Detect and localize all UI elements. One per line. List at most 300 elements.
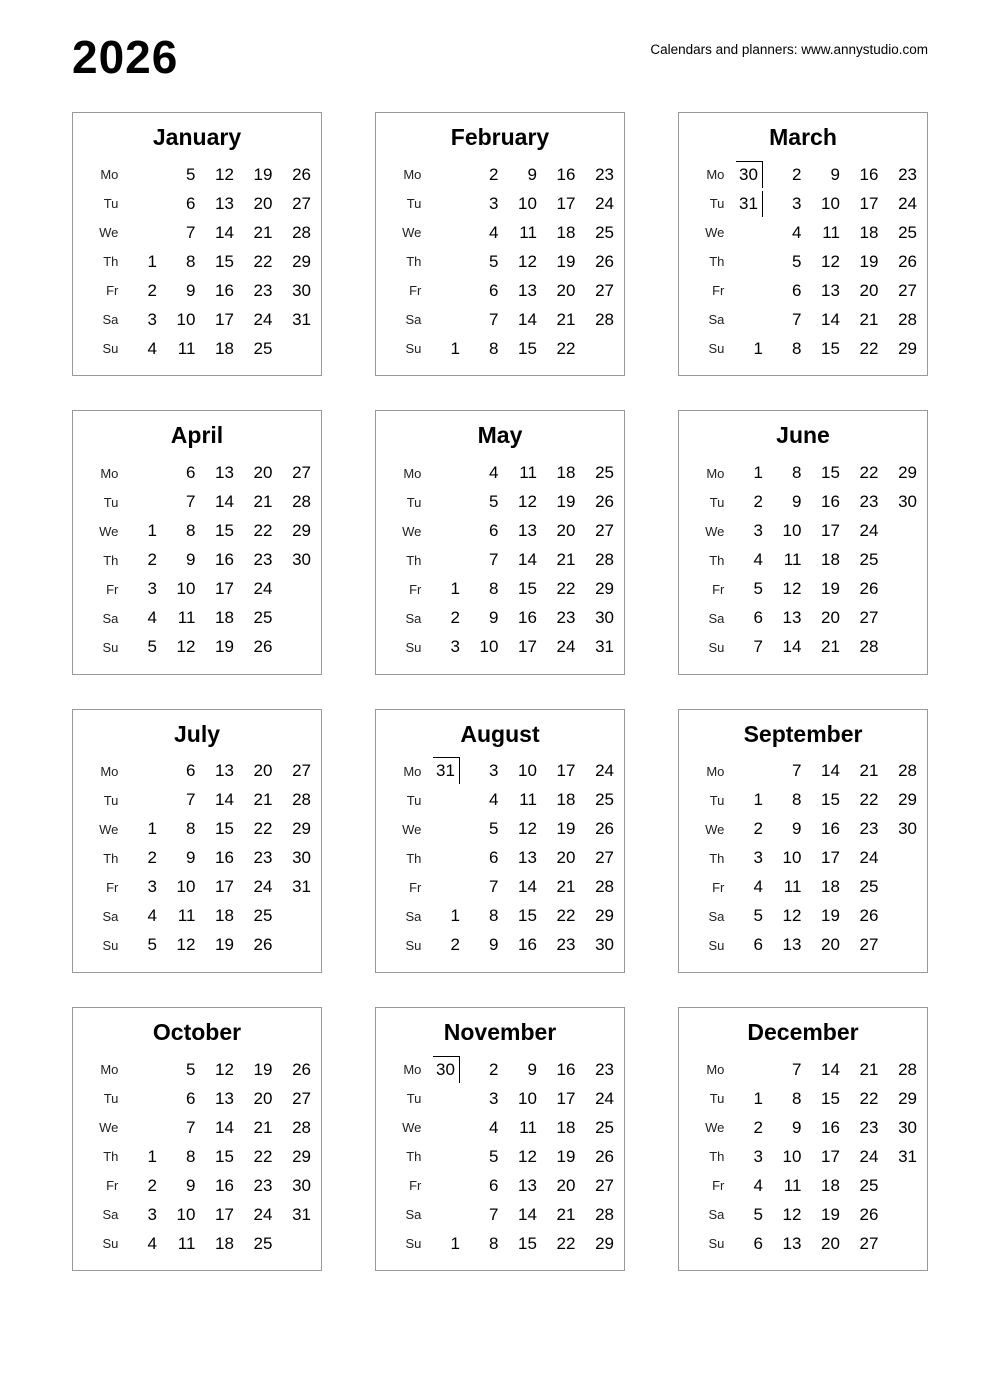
day-cell: 20 xyxy=(556,1175,576,1195)
day-cell: 27 xyxy=(859,935,879,955)
day-cell: 4 xyxy=(488,222,499,242)
day-cell: 14 xyxy=(215,1117,234,1137)
day-cell: 4 xyxy=(753,877,763,897)
day-cell: 29 xyxy=(898,463,917,483)
day-cell: 13 xyxy=(782,935,802,955)
day-cell: 15 xyxy=(518,338,537,358)
weekday-row xyxy=(386,1055,614,1084)
weekday-row xyxy=(83,488,311,517)
weekday-row xyxy=(689,1113,917,1142)
day-cell: 19 xyxy=(556,819,576,839)
day-cell: 23 xyxy=(859,819,879,839)
day-cell: 12 xyxy=(782,579,802,599)
month-card xyxy=(678,709,928,973)
day-cell: 20 xyxy=(253,761,273,781)
month-name: July xyxy=(173,720,221,747)
day-cell-empty xyxy=(724,757,763,786)
weekday-row xyxy=(689,546,917,575)
day-cell: 30 xyxy=(595,935,614,955)
day-cell: 2 xyxy=(450,935,460,955)
day-cell: 6 xyxy=(753,608,763,628)
day-cell: 26 xyxy=(898,251,917,271)
day-cell-empty xyxy=(724,305,763,334)
day-cell: 27 xyxy=(595,521,614,541)
day-cell: 22 xyxy=(556,906,576,926)
day-cell: 22 xyxy=(253,1146,273,1166)
day-cell: 3 xyxy=(488,193,499,213)
day-cell: 20 xyxy=(821,608,840,628)
day-cell: 23 xyxy=(595,1059,614,1079)
weekday-label: Th xyxy=(406,1149,422,1165)
day-cell: 19 xyxy=(821,906,840,926)
day-cell: 16 xyxy=(215,550,234,570)
weekday-label: Mo xyxy=(403,465,422,481)
day-cell: 20 xyxy=(859,280,879,300)
day-cell xyxy=(421,757,460,786)
day-cell: 5 xyxy=(791,251,802,271)
day-cell: 28 xyxy=(292,492,311,512)
day-cell: 26 xyxy=(595,251,614,271)
day-cell: 11 xyxy=(783,877,802,897)
day-cell: 24 xyxy=(556,637,576,657)
day-cell-empty xyxy=(878,546,917,575)
weekday-label: Fr xyxy=(712,879,725,895)
day-cell: 17 xyxy=(556,761,576,781)
day-cell: 13 xyxy=(518,848,537,868)
day-cell: 16 xyxy=(859,164,879,184)
day-cell-empty xyxy=(118,218,157,247)
weekday-row xyxy=(386,1200,614,1229)
weekday-row xyxy=(83,276,311,305)
weekday-label: We xyxy=(99,225,119,241)
day-cell: 9 xyxy=(185,550,196,570)
weekday-label: Tu xyxy=(103,494,119,510)
month-days-table xyxy=(689,160,917,363)
weekday-row xyxy=(689,931,917,960)
day-cell: 15 xyxy=(518,1233,537,1253)
weekday-row xyxy=(386,247,614,276)
day-cell-empty xyxy=(878,575,917,604)
weekday-row xyxy=(386,218,614,247)
credit-line: Calendars and planners: www.annystudio.com xyxy=(650,42,928,57)
weekday-row xyxy=(83,815,311,844)
day-cell: 14 xyxy=(215,790,234,810)
day-cell: 11 xyxy=(177,608,196,628)
day-cell: 29 xyxy=(292,1146,311,1166)
day-cell: 14 xyxy=(518,1204,537,1224)
weekday-label: We xyxy=(402,821,422,837)
weekday-label: Su xyxy=(708,937,725,953)
day-cell: 26 xyxy=(859,906,879,926)
weekday-label: Fr xyxy=(409,1178,422,1194)
day-cell: 11 xyxy=(519,790,537,810)
day-cell: 2 xyxy=(488,164,499,184)
day-cell: 20 xyxy=(253,463,273,483)
weekday-row xyxy=(83,305,311,334)
day-cell: 22 xyxy=(253,251,273,271)
day-cell: 8 xyxy=(488,338,499,358)
weekday-row xyxy=(386,902,614,931)
day-cell-empty xyxy=(878,517,917,546)
day-cell: 23 xyxy=(253,550,273,570)
day-cell: 28 xyxy=(898,1059,917,1079)
day-cell: 14 xyxy=(518,877,537,897)
weekday-row xyxy=(83,1171,311,1200)
weekday-label: Sa xyxy=(102,908,119,924)
day-cell: 10 xyxy=(518,761,537,781)
day-cell: 2 xyxy=(488,1059,499,1079)
day-cell: 24 xyxy=(859,521,879,541)
day-cell: 23 xyxy=(253,280,273,300)
month-days-table xyxy=(386,160,614,363)
day-cell: 10 xyxy=(176,309,196,329)
month-card xyxy=(72,112,322,376)
day-cell: 20 xyxy=(556,848,576,868)
day-cell: 28 xyxy=(292,222,311,242)
day-cell: 5 xyxy=(488,251,499,271)
day-cell-empty xyxy=(272,575,311,604)
day-cell: 15 xyxy=(821,338,840,358)
day-cell: 2 xyxy=(147,280,157,300)
weekday-label: We xyxy=(99,821,119,837)
day-cell: 25 xyxy=(253,338,273,358)
day-cell: 9 xyxy=(185,1175,196,1195)
weekday-row xyxy=(386,546,614,575)
weekday-label: Mo xyxy=(706,167,725,183)
weekday-row xyxy=(83,786,311,815)
day-cell: 25 xyxy=(595,463,614,483)
weekday-row xyxy=(689,1084,917,1113)
day-cell: 23 xyxy=(556,935,576,955)
weekday-label: Sa xyxy=(405,610,422,626)
month-days-table xyxy=(83,459,311,662)
day-cell: 1 xyxy=(753,338,763,358)
day-cell: 24 xyxy=(253,309,273,329)
day-cell: 11 xyxy=(177,1233,196,1253)
weekday-row xyxy=(386,488,614,517)
weekday-label: We xyxy=(705,523,725,539)
weekday-label: Mo xyxy=(706,763,725,779)
day-cell: 23 xyxy=(556,608,576,628)
day-cell: 10 xyxy=(518,1088,537,1108)
weekday-label: We xyxy=(705,1120,725,1136)
day-cell: 24 xyxy=(253,877,273,897)
month-days-table xyxy=(689,459,917,662)
day-cell: 30 xyxy=(898,492,917,512)
day-cell: 6 xyxy=(185,463,196,483)
day-cell: 26 xyxy=(595,819,614,839)
weekday-label: Su xyxy=(405,937,422,953)
day-cell-empty xyxy=(421,873,460,902)
weekday-row xyxy=(386,757,614,786)
weekday-row xyxy=(386,334,614,363)
day-cell: 11 xyxy=(519,1117,537,1137)
day-cell: 12 xyxy=(782,906,802,926)
weekday-label: Su xyxy=(102,937,119,953)
day-cell: 10 xyxy=(176,1204,196,1224)
day-cell: 21 xyxy=(556,877,576,897)
day-cell: 21 xyxy=(556,550,576,570)
day-cell: 15 xyxy=(215,1146,234,1166)
day-cell: 6 xyxy=(791,280,802,300)
weekday-label: We xyxy=(99,523,119,539)
page-title: 2026 xyxy=(72,31,179,83)
month-card xyxy=(72,709,322,973)
day-cell: 19 xyxy=(821,1204,840,1224)
day-cell: 24 xyxy=(859,848,879,868)
day-cell: 11 xyxy=(177,906,196,926)
day-cell: 17 xyxy=(821,521,840,541)
day-cell: 1 xyxy=(450,906,460,926)
day-cell-empty xyxy=(575,334,614,363)
day-cell: 25 xyxy=(859,550,879,570)
day-cell: 5 xyxy=(753,1204,763,1224)
day-cell: 15 xyxy=(821,790,840,810)
weekday-label: Fr xyxy=(106,879,119,895)
weekday-row xyxy=(386,459,614,488)
day-cell: 21 xyxy=(859,761,879,781)
weekday-row xyxy=(83,517,311,546)
day-cell-empty xyxy=(118,757,157,786)
day-cell-empty xyxy=(878,844,917,873)
day-cell: 26 xyxy=(859,1204,879,1224)
day-cell: 11 xyxy=(822,222,840,242)
day-cell: 5 xyxy=(488,1146,499,1166)
day-cell-empty xyxy=(878,873,917,902)
day-cell: 23 xyxy=(253,1175,273,1195)
day-cell: 12 xyxy=(518,251,537,271)
month-days-table xyxy=(83,757,311,960)
day-cell: 14 xyxy=(518,309,537,329)
day-cell: 4 xyxy=(147,906,157,926)
day-cell: 19 xyxy=(215,935,234,955)
day-cell: 17 xyxy=(518,637,537,657)
month-card xyxy=(375,410,625,674)
day-cell-empty xyxy=(421,247,460,276)
day-cell: 13 xyxy=(518,521,537,541)
weekday-label: Th xyxy=(103,552,119,568)
day-cell: 3 xyxy=(147,877,157,897)
day-cell: 24 xyxy=(595,761,614,781)
day-cell: 19 xyxy=(253,164,273,184)
day-cell: 9 xyxy=(527,164,537,184)
day-cell-empty xyxy=(878,931,917,960)
weekday-row xyxy=(83,575,311,604)
day-cell: 13 xyxy=(782,1233,802,1253)
day-cell: 25 xyxy=(859,1175,879,1195)
day-cell: 6 xyxy=(185,761,196,781)
day-cell: 18 xyxy=(821,550,840,570)
weekday-row xyxy=(386,604,614,633)
adjacent-month-day: 30 xyxy=(436,1060,460,1080)
day-cell-empty xyxy=(421,1113,460,1142)
day-cell: 21 xyxy=(253,790,273,810)
day-cell: 16 xyxy=(215,1175,234,1195)
day-cell: 4 xyxy=(147,338,157,358)
month-days-table xyxy=(386,459,614,662)
day-cell: 1 xyxy=(147,819,157,839)
day-cell: 5 xyxy=(753,906,763,926)
weekday-label: Mo xyxy=(403,1062,422,1078)
day-cell: 11 xyxy=(783,1175,802,1195)
day-cell: 21 xyxy=(821,637,840,657)
weekday-label: Tu xyxy=(103,1091,119,1107)
day-cell: 18 xyxy=(556,463,576,483)
day-cell: 27 xyxy=(595,848,614,868)
day-cell: 10 xyxy=(479,637,499,657)
weekday-label: Mo xyxy=(100,167,119,183)
weekday-row xyxy=(386,786,614,815)
day-cell: 1 xyxy=(147,251,157,271)
day-cell: 6 xyxy=(488,1175,499,1195)
weekday-label: Fr xyxy=(106,581,119,597)
weekday-label: Sa xyxy=(405,1207,422,1223)
day-cell: 30 xyxy=(292,550,311,570)
day-cell: 14 xyxy=(215,492,234,512)
day-cell: 29 xyxy=(595,1233,614,1253)
day-cell: 16 xyxy=(215,848,234,868)
day-cell: 2 xyxy=(753,819,763,839)
day-cell: 16 xyxy=(556,1059,576,1079)
day-cell xyxy=(724,189,763,218)
month-card xyxy=(375,709,625,973)
day-cell: 16 xyxy=(821,819,840,839)
weekday-label: Su xyxy=(708,341,725,357)
day-cell-empty xyxy=(118,1055,157,1084)
day-cell: 9 xyxy=(185,848,196,868)
day-cell: 28 xyxy=(595,309,614,329)
weekday-row xyxy=(83,218,311,247)
weekday-label: Su xyxy=(405,639,422,655)
weekday-label: Mo xyxy=(100,465,119,481)
weekday-row xyxy=(83,757,311,786)
day-cell: 4 xyxy=(488,463,499,483)
weekday-label: Mo xyxy=(706,1062,725,1078)
weekday-row xyxy=(689,247,917,276)
day-cell: 25 xyxy=(898,222,917,242)
day-cell: 26 xyxy=(253,935,273,955)
day-cell: 12 xyxy=(176,935,196,955)
day-cell: 26 xyxy=(859,579,879,599)
weekday-label: Tu xyxy=(406,792,422,808)
day-cell: 14 xyxy=(821,309,840,329)
day-cell: 18 xyxy=(556,222,576,242)
weekday-label: Mo xyxy=(100,1062,119,1078)
day-cell: 17 xyxy=(821,848,840,868)
day-cell: 8 xyxy=(488,1233,499,1253)
month-card xyxy=(678,112,928,376)
weekday-row xyxy=(386,815,614,844)
day-cell: 12 xyxy=(215,1059,234,1079)
day-cell: 3 xyxy=(753,521,763,541)
day-cell-empty xyxy=(118,488,157,517)
day-cell-empty xyxy=(118,459,157,488)
weekday-row xyxy=(386,575,614,604)
day-cell: 3 xyxy=(753,1146,763,1166)
day-cell: 5 xyxy=(488,819,499,839)
day-cell: 12 xyxy=(821,251,840,271)
day-cell: 5 xyxy=(147,935,157,955)
day-cell: 28 xyxy=(595,1204,614,1224)
weekday-row xyxy=(386,1084,614,1113)
day-cell: 19 xyxy=(556,251,576,271)
day-cell: 18 xyxy=(215,906,234,926)
day-cell: 18 xyxy=(215,608,234,628)
day-cell: 5 xyxy=(147,637,157,657)
day-cell: 12 xyxy=(518,492,537,512)
weekday-row xyxy=(689,844,917,873)
day-cell: 27 xyxy=(292,761,311,781)
day-cell: 18 xyxy=(821,877,840,897)
weekday-row xyxy=(83,633,311,662)
day-cell: 23 xyxy=(859,492,879,512)
day-cell: 27 xyxy=(859,1233,879,1253)
weekday-label: Su xyxy=(708,1236,725,1252)
day-cell-empty xyxy=(421,1200,460,1229)
day-cell: 6 xyxy=(185,1088,196,1108)
weekday-label: Su xyxy=(405,341,422,357)
day-cell: 18 xyxy=(556,790,576,810)
day-cell xyxy=(421,1055,460,1084)
day-cell: 9 xyxy=(791,492,802,512)
day-cell: 1 xyxy=(147,1146,157,1166)
weekday-row xyxy=(83,1055,311,1084)
month-days-table xyxy=(83,160,311,363)
weekday-row xyxy=(689,815,917,844)
day-cell: 30 xyxy=(898,819,917,839)
day-cell: 8 xyxy=(791,790,802,810)
weekday-row xyxy=(689,757,917,786)
weekday-row xyxy=(386,305,614,334)
weekday-label: Tu xyxy=(406,196,422,212)
day-cell: 10 xyxy=(782,521,802,541)
day-cell: 13 xyxy=(215,463,234,483)
day-cell-empty xyxy=(272,334,311,363)
day-cell: 24 xyxy=(595,1088,614,1108)
day-cell: 28 xyxy=(898,309,917,329)
weekday-label: Fr xyxy=(409,581,422,597)
weekday-row xyxy=(83,160,311,189)
day-cell: 22 xyxy=(556,1233,576,1253)
weekday-row xyxy=(386,1171,614,1200)
day-cell: 8 xyxy=(488,906,499,926)
day-cell: 3 xyxy=(488,761,499,781)
day-cell: 9 xyxy=(527,1059,537,1079)
weekday-row xyxy=(83,247,311,276)
day-cell: 23 xyxy=(595,164,614,184)
day-cell: 20 xyxy=(821,1233,840,1253)
weekday-label: Fr xyxy=(712,283,725,299)
weekday-label: Mo xyxy=(100,763,119,779)
day-cell: 1 xyxy=(753,790,763,810)
weekday-label: Th xyxy=(406,850,422,866)
day-cell: 24 xyxy=(859,1146,879,1166)
weekday-label: Fr xyxy=(106,1178,119,1194)
day-cell: 30 xyxy=(595,608,614,628)
day-cell: 24 xyxy=(253,579,273,599)
month-days-table xyxy=(386,1055,614,1258)
day-cell: 30 xyxy=(292,1175,311,1195)
weekday-row xyxy=(689,1171,917,1200)
day-cell: 27 xyxy=(859,608,879,628)
weekday-label: Fr xyxy=(409,879,422,895)
day-cell-empty xyxy=(272,931,311,960)
day-cell: 17 xyxy=(215,877,234,897)
weekday-label: Th xyxy=(103,1149,119,1165)
day-cell: 7 xyxy=(185,790,196,810)
day-cell: 15 xyxy=(821,1088,840,1108)
day-cell: 16 xyxy=(518,608,537,628)
